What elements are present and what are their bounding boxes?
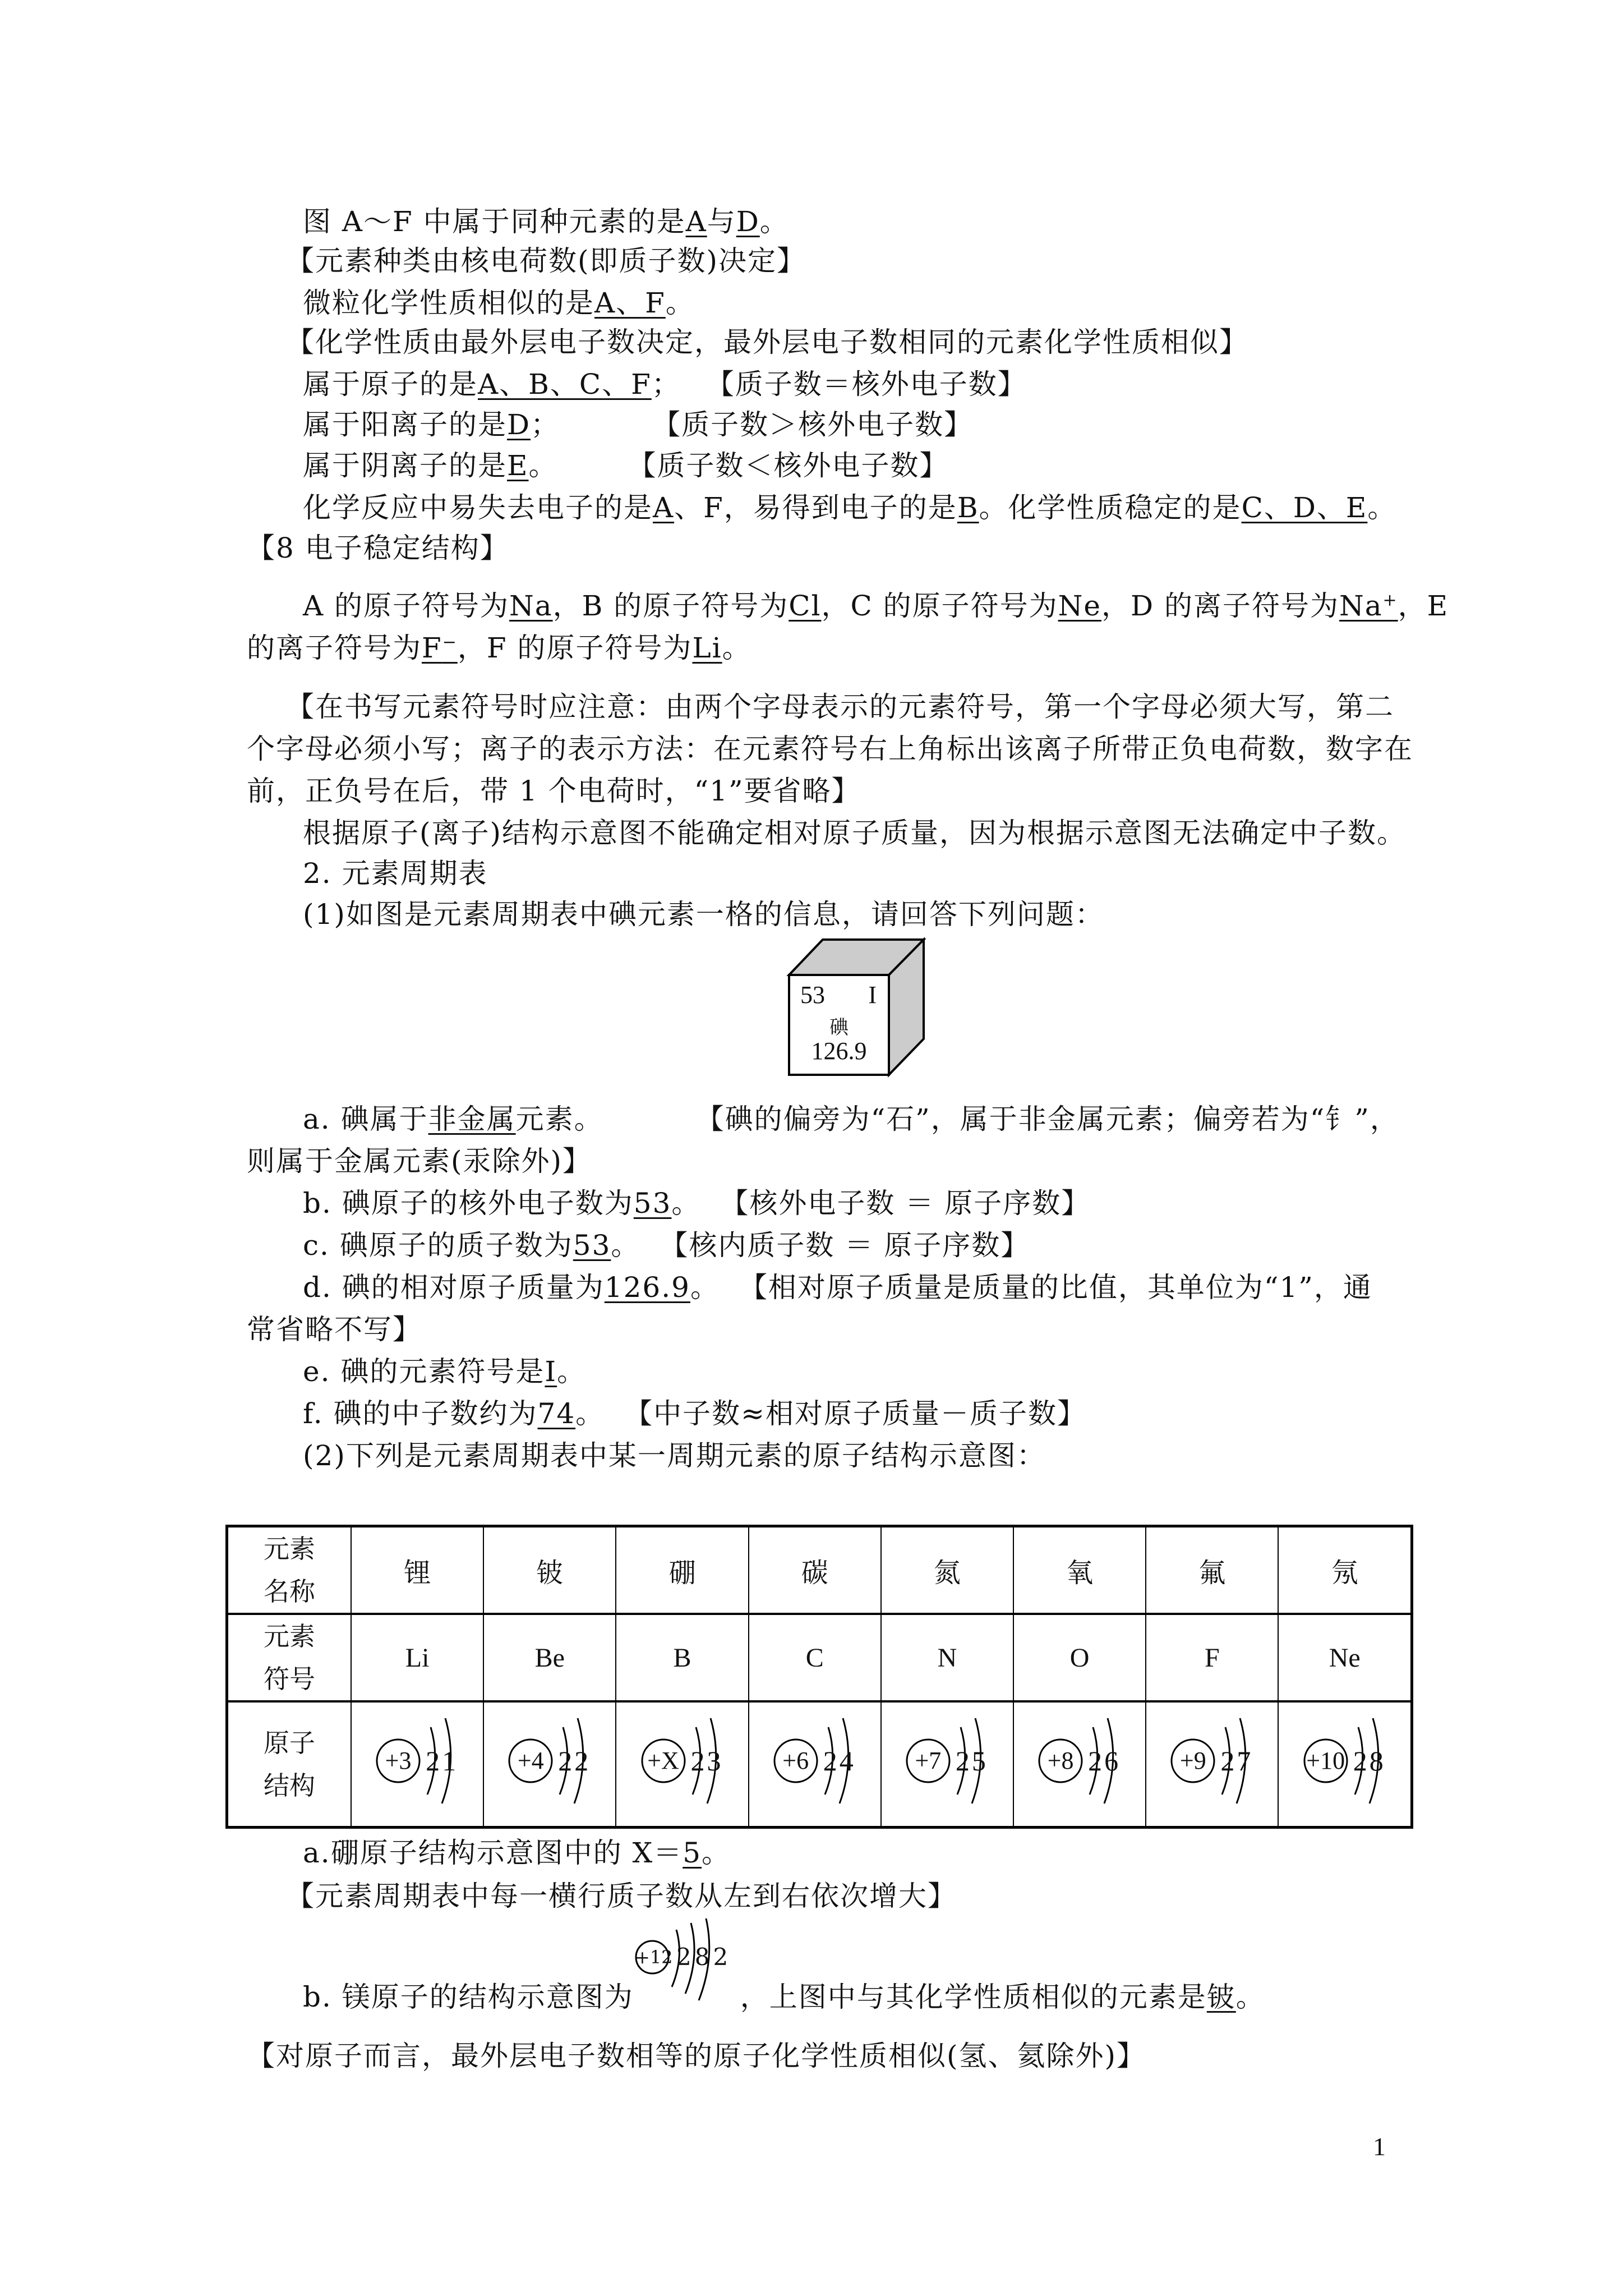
answer-d: d. 碘的相对原子质量为126.9。 【相对原子质量是质量的比值，其单位为“1”，通 xyxy=(303,1271,1372,1304)
element-symbol: I xyxy=(868,981,877,1009)
element-symbol-cell: Ne xyxy=(1278,1614,1412,1701)
text-line-anions: 属于阴离子的是E。 【质子数＜核外电子数】 xyxy=(303,449,949,482)
atom-structure-cell xyxy=(351,1701,483,1828)
answer-blank: Na+ xyxy=(1339,590,1398,622)
note-line: 前，正负号在后，带 1 个电荷时，“1”要省略】 xyxy=(247,775,861,807)
element-name-cell: 硼 xyxy=(616,1526,748,1614)
answer-blank: B xyxy=(957,491,979,524)
electron-shells: 28 xyxy=(1353,1745,1386,1777)
nucleus-charge: +10 xyxy=(1306,1747,1345,1774)
element-name-cell: 铍 xyxy=(483,1526,616,1614)
atomic-number: 53 xyxy=(800,981,825,1009)
element-symbol-cell: Be xyxy=(483,1614,616,1701)
element-name-cell: 碳 xyxy=(749,1526,881,1614)
note: 【中子数≈相对原子质量－质子数】 xyxy=(638,1397,1087,1430)
atom-diagram xyxy=(1289,1716,1401,1806)
section-heading: 2. 元素周期表 xyxy=(303,857,488,890)
cube-face xyxy=(789,975,889,1075)
row-header: 元素 符号 xyxy=(227,1614,352,1701)
note-line: 常省略不写】 xyxy=(247,1313,422,1346)
element-symbol-cell: F xyxy=(1146,1614,1278,1701)
element-symbol-cell: B xyxy=(616,1614,748,1701)
element-symbol-cell: C xyxy=(749,1614,881,1701)
note: 【相对原子质量是质量的比值，其单位为“1”，通 xyxy=(753,1271,1372,1304)
element-name: 碘 xyxy=(829,1018,849,1038)
text-line-cations: 属于阳离子的是D； 【质子数＞核外电子数】 xyxy=(303,408,974,441)
note: 【碘的偏旁为“石”，属于非金属元素；偏旁若为“钅”， xyxy=(709,1103,1399,1135)
element-symbol-cell: O xyxy=(1013,1614,1146,1701)
table-row-symbols xyxy=(227,1614,1412,1701)
atom-structure-cell xyxy=(749,1701,881,1828)
note-line: 【化学性质由最外层电子数决定，最外层电子数相同的元素化学性质相似】 xyxy=(286,326,1248,358)
atom-diagram xyxy=(1156,1716,1268,1806)
answer-b: b. 碘原子的核外电子数为53。 【核外电子数 ＝ 原子序数】 xyxy=(303,1187,1091,1220)
electron-shells: 21 xyxy=(426,1745,459,1777)
table-row-structures xyxy=(227,1701,1412,1828)
atom-diagram xyxy=(759,1716,871,1806)
atom-structure-cell xyxy=(1013,1701,1146,1828)
note: 【质子数＝核外电子数】 xyxy=(720,368,1027,401)
answer-blank: 74 xyxy=(537,1397,576,1430)
element-name-cell: 氮 xyxy=(881,1526,1013,1614)
question-text: (2)下列是元素周期表中某一周期元素的原子结构示意图： xyxy=(303,1439,1046,1472)
atomic-structure-table xyxy=(225,1525,1413,1829)
text-line-similar-props: 微粒化学性质相似的是A、F。 xyxy=(303,287,695,319)
answer-blank: Cl xyxy=(789,590,822,622)
atom-diagram xyxy=(891,1716,1003,1806)
answer-a: a. 碘属于非金属元素。 【碘的偏旁为“石”，属于非金属元素；偏旁若为“钅”， xyxy=(303,1103,1399,1135)
note-line: 【元素种类由核电荷数(即质子数)决定】 xyxy=(286,245,806,277)
element-symbol-cell: N xyxy=(881,1614,1013,1701)
answer-c: c. 碘原子的质子数为53。 【核内质子数 ＝ 原子序数】 xyxy=(303,1229,1030,1262)
note-line: 【对原子而言，最外层电子数相等的原子化学性质相似(氢、氦除外)】 xyxy=(247,2040,1146,2072)
answer-blank: C、D、E xyxy=(1241,491,1368,524)
note-line: 则属于金属元素(汞除外)】 xyxy=(247,1145,592,1177)
note: 【质子数＞核外电子数】 xyxy=(666,408,974,441)
iodine-element-cell xyxy=(773,934,941,1080)
answer-blank: I xyxy=(545,1355,557,1388)
atom-structure-cell xyxy=(483,1701,616,1828)
answer-blank: Ne xyxy=(1058,590,1101,622)
nucleus-charge: +8 xyxy=(1047,1747,1074,1774)
electron-shells: 282 xyxy=(676,1943,732,1971)
text-line-electrons: 化学反应中易失去电子的是A、F，易得到电子的是B。化学性质稳定的是C、D、E。 xyxy=(303,491,1397,524)
note: 【核内质子数 ＝ 原子序数】 xyxy=(674,1229,1030,1262)
electron-shells: 24 xyxy=(823,1745,856,1777)
answer-blank: 铍 xyxy=(1206,1981,1236,2013)
atom-structure-cell xyxy=(881,1701,1013,1828)
answer-blank: 53 xyxy=(573,1229,611,1262)
note-line: 【元素周期表中每一横行质子数从左到右依次增大】 xyxy=(286,1880,957,1912)
answer-blank: 53 xyxy=(633,1187,672,1220)
answer-blank: A、F xyxy=(594,287,666,319)
text-line-symbols-cont: 的离子符号为F−，F 的原子符号为Li。 xyxy=(247,632,751,664)
atom-diagram xyxy=(1023,1716,1136,1806)
text-line-same-element: 图 A～F 中属于同种元素的是A与D。 xyxy=(303,205,789,238)
atom-structure-cell xyxy=(616,1701,748,1828)
answer-blank: Li xyxy=(692,632,722,664)
atom-structure-cell xyxy=(1278,1701,1412,1828)
note: 【质子数＜核外电子数】 xyxy=(642,449,949,482)
nucleus-charge: +7 xyxy=(915,1747,942,1774)
answer-blank: A xyxy=(685,205,707,238)
row-header: 原子 结构 xyxy=(227,1701,352,1828)
atom-structure-cell xyxy=(1146,1701,1278,1828)
answer-blank: Na xyxy=(509,590,553,622)
answer-blank: A xyxy=(653,491,675,524)
answer-blank: D xyxy=(507,408,531,441)
page-number: 1 xyxy=(1373,2132,1386,2161)
element-name-cell: 锂 xyxy=(351,1526,483,1614)
nucleus-charge: +9 xyxy=(1179,1747,1206,1774)
answer-e: e. 碘的元素符号是I。 xyxy=(303,1355,587,1388)
note: 【核外电子数 ＝ 原子序数】 xyxy=(734,1187,1091,1220)
element-name-cell: 氧 xyxy=(1013,1526,1146,1614)
element-symbol-cell: Li xyxy=(351,1614,483,1701)
answer-blank: A、B、C、F xyxy=(478,368,652,401)
electron-shells: 27 xyxy=(1220,1745,1253,1777)
text-line: 根据原子(离子)结构示意图不能确定相对原子质量，因为根据示意图无法确定中子数。 xyxy=(303,817,1407,849)
atom-diagram xyxy=(361,1716,473,1806)
table-row-names xyxy=(227,1526,1412,1614)
atomic-mass: 126.9 xyxy=(811,1037,867,1065)
answer-magnesium: b. 镁原子的结构示意图为 ，上图中与其化学性质相似的元素是铍。 xyxy=(303,1981,1265,2013)
nucleus-charge: +6 xyxy=(782,1747,809,1774)
note-line: 【在书写元素符号时应注意：由两个字母表示的元素符号，第一个字母必须大写，第二 xyxy=(286,691,1394,723)
answer-f: f. 碘的中子数约为74。 【中子数≈相对原子质量－质子数】 xyxy=(303,1397,1087,1430)
electron-shells: 26 xyxy=(1088,1745,1121,1777)
answer-blank: 126.9 xyxy=(604,1271,690,1304)
note-line: 个字母必须小写；离子的表示方法：在元素符号右上角标出该离子所带正负电荷数，数字在 xyxy=(247,733,1413,765)
note-line: 【8 电子稳定结构】 xyxy=(247,532,509,564)
answer-blank: D xyxy=(736,205,760,238)
electron-shells: 25 xyxy=(955,1745,988,1777)
electron-shells: 22 xyxy=(558,1745,591,1777)
nucleus-charge: +4 xyxy=(517,1747,544,1774)
answer-blank: 5 xyxy=(683,1837,702,1869)
answer-blank: 非金属 xyxy=(428,1103,516,1135)
answer-blank: E xyxy=(507,449,529,482)
electron-shells: 23 xyxy=(690,1745,723,1777)
nucleus-charge: +X xyxy=(647,1747,679,1774)
atom-diagram xyxy=(626,1716,739,1806)
nucleus-charge: +12 xyxy=(635,1947,673,1968)
nucleus-charge: +3 xyxy=(385,1747,412,1774)
question-text: (1)如图是元素周期表中碘元素一格的信息，请回答下列问题： xyxy=(303,898,1104,931)
row-header: 元素 名称 xyxy=(227,1526,352,1614)
answer-blank: F− xyxy=(422,632,458,664)
text-line-symbols: A 的原子符号为Na，B 的原子符号为Cl，C 的原子符号为Ne，D 的离子符号为Na+，E xyxy=(303,590,1449,622)
element-name-cell: 氟 xyxy=(1146,1526,1278,1614)
atom-diagram xyxy=(494,1716,606,1806)
answer-boron-x: a.硼原子结构示意图中的 X＝5。 xyxy=(303,1837,731,1869)
element-name-cell: 氖 xyxy=(1278,1526,1412,1614)
text-line-atoms: 属于原子的是A、B、C、F； 【质子数＝核外电子数】 xyxy=(303,368,1027,401)
